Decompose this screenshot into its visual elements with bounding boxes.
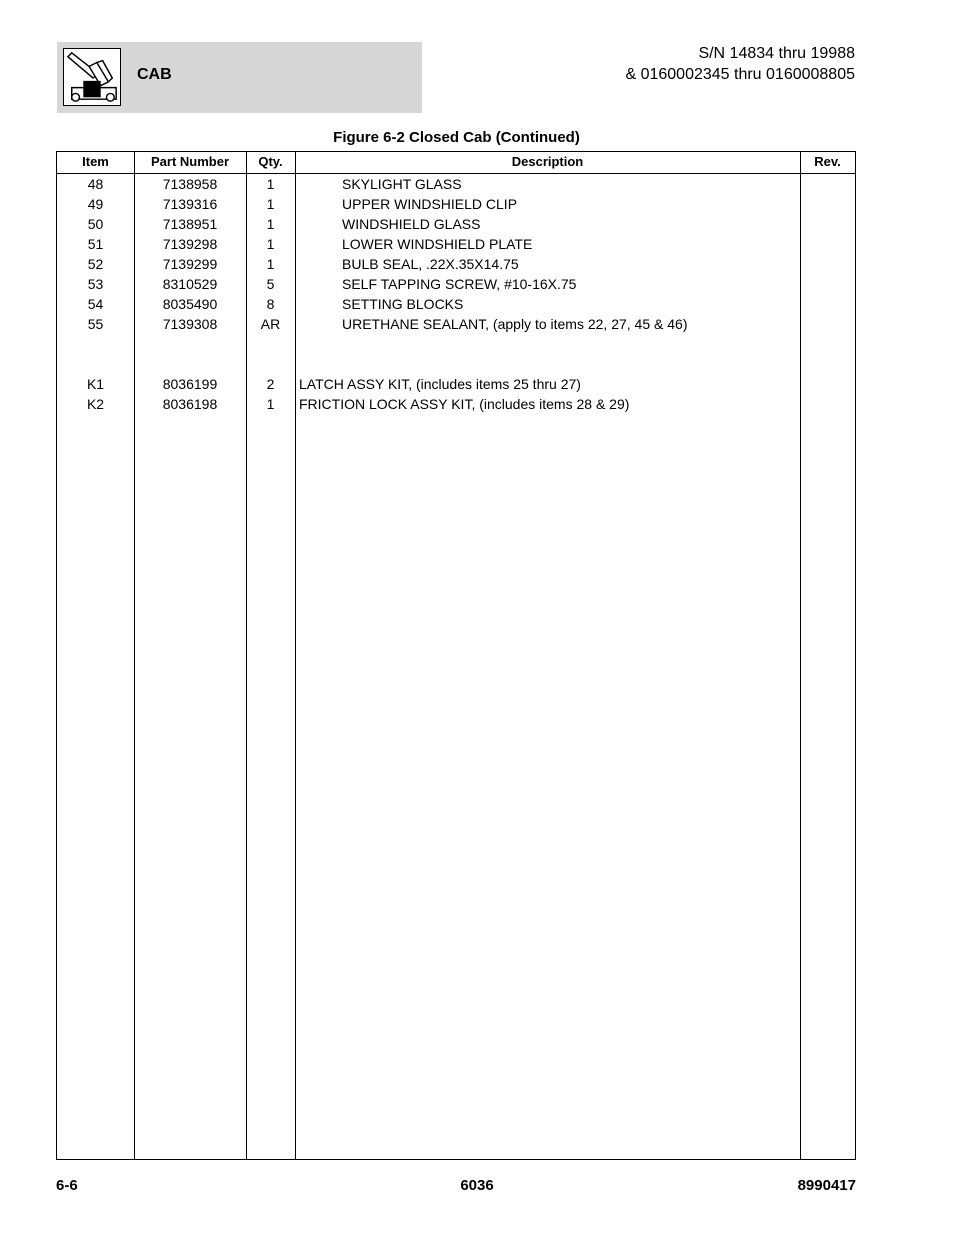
column-header-item: Item xyxy=(82,154,109,169)
quantity: 1 xyxy=(266,396,275,412)
description: LATCH ASSY KIT, (includes items 25 thru 27) xyxy=(299,376,581,392)
table-row xyxy=(57,294,855,314)
description: FRICTION LOCK ASSY KIT, (includes items 28 & 29) xyxy=(299,396,630,412)
description: SELF TAPPING SCREW, #10-16X.75 xyxy=(342,276,577,292)
description: SKYLIGHT GLASS xyxy=(342,176,462,192)
table-row xyxy=(57,274,855,294)
serial-line-2: & 0160002345 thru 0160008805 xyxy=(625,66,855,83)
description: WINDSHIELD GLASS xyxy=(342,216,481,232)
column-header-qty: Qty. xyxy=(258,154,283,169)
quantity: 1 xyxy=(266,196,275,212)
item-number: 52 xyxy=(87,256,104,272)
item-number: 54 xyxy=(87,296,104,312)
table-row xyxy=(57,194,855,214)
boom-lift-icon xyxy=(63,48,121,106)
parts-table xyxy=(56,151,856,1160)
serial-number-range xyxy=(625,43,855,85)
document-number: 8990417 xyxy=(797,1177,856,1194)
quantity: 1 xyxy=(266,236,275,252)
table-row xyxy=(57,374,855,394)
item-number: K2 xyxy=(86,396,105,412)
figure-title: Figure 6-2 Closed Cab (Continued) xyxy=(333,129,580,146)
part-number: 7139316 xyxy=(162,196,218,212)
item-number: 51 xyxy=(87,236,104,252)
column-header-part-number: Part Number xyxy=(150,154,230,169)
table-row xyxy=(57,254,855,274)
quantity: 5 xyxy=(266,276,275,292)
serial-line-1: S/N 14834 thru 19988 xyxy=(698,45,855,62)
table-row xyxy=(57,234,855,254)
part-number: 8036198 xyxy=(162,396,218,412)
column-header-rev: Rev. xyxy=(814,154,841,169)
item-number: 53 xyxy=(87,276,104,292)
item-number: K1 xyxy=(86,376,105,392)
part-number: 7139308 xyxy=(162,316,218,332)
description: BULB SEAL, .22X.35X14.75 xyxy=(342,256,519,272)
part-number: 8310529 xyxy=(162,276,218,292)
quantity: 1 xyxy=(266,176,275,192)
table-row xyxy=(57,394,855,414)
table-row xyxy=(57,214,855,234)
part-number: 7139298 xyxy=(162,236,218,252)
table-row xyxy=(57,314,855,334)
quantity: 1 xyxy=(266,216,275,232)
item-number: 50 xyxy=(87,216,104,232)
item-number: 49 xyxy=(87,196,104,212)
page-number: 6-6 xyxy=(56,1177,78,1194)
description: URETHANE SEALANT, (apply to items 22, 27, 45 & 46) xyxy=(342,316,688,332)
table-row xyxy=(57,174,855,194)
part-number: 7138951 xyxy=(162,216,218,232)
part-number: 7139299 xyxy=(162,256,218,272)
quantity: 8 xyxy=(266,296,275,312)
model-number: 6036 xyxy=(460,1177,494,1194)
quantity: 1 xyxy=(266,256,275,272)
part-number: 8035490 xyxy=(162,296,218,312)
part-number: 8036199 xyxy=(162,376,218,392)
column-header-description: Description xyxy=(511,154,584,169)
quantity: 2 xyxy=(266,376,275,392)
description: LOWER WINDSHIELD PLATE xyxy=(342,236,533,252)
description: SETTING BLOCKS xyxy=(342,296,464,312)
description: UPPER WINDSHIELD CLIP xyxy=(342,196,518,212)
section-title: CAB xyxy=(137,66,172,83)
quantity: AR xyxy=(260,316,281,332)
item-number: 55 xyxy=(87,316,104,332)
item-number: 48 xyxy=(87,176,104,192)
part-number: 7138958 xyxy=(162,176,218,192)
